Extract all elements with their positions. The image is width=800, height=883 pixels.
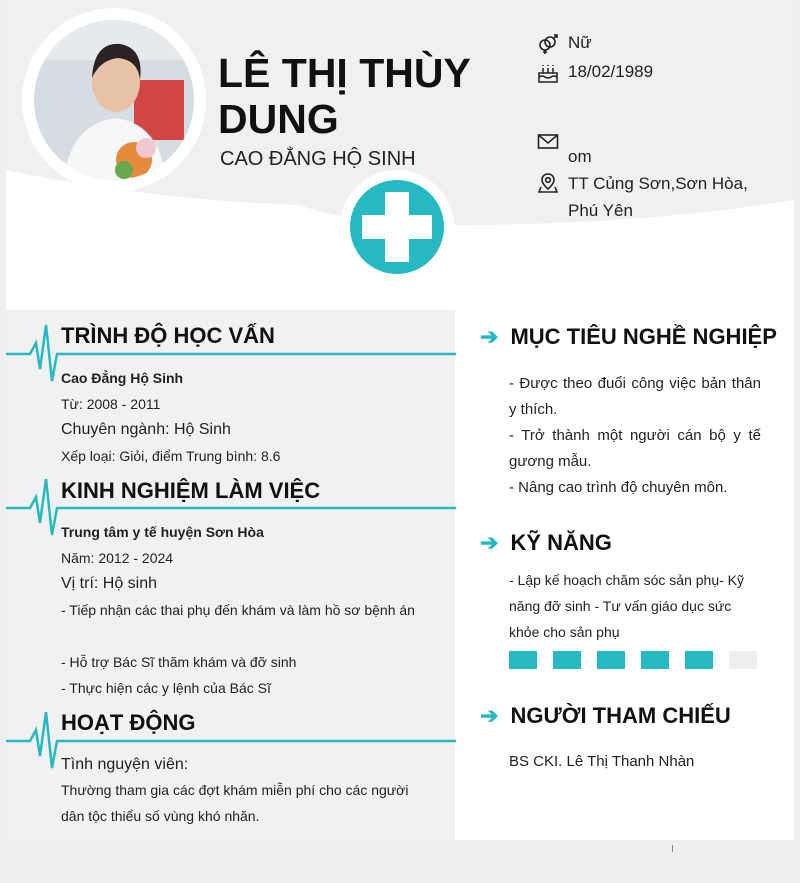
- skill-level-segment: [597, 651, 625, 669]
- experience-position: Vị trí: Hộ sinh: [61, 575, 158, 592]
- experience-company: Trung tâm y tế huyện Sơn Hòa: [61, 524, 264, 540]
- activities-role: Tình nguyện viên:: [61, 756, 189, 773]
- objective-line-3: - Nâng cao trình độ chuyên môn.: [509, 479, 728, 496]
- profile-photo: [34, 20, 194, 180]
- email-row: [537, 133, 568, 155]
- skill-level-segment: [685, 651, 713, 669]
- skill-level-segment: [553, 651, 581, 669]
- birthdate-row: [537, 62, 653, 84]
- location-pin-icon: [537, 172, 559, 194]
- objective-title-row: [480, 324, 777, 350]
- birthdate-value: 18/02/1989: [568, 62, 654, 81]
- skills-description: - Lập kế hoạch chăm sóc sản phụ- Kỹ năng đỡ sinh - Tư vấn giáo dục sức khỏe cho sản phụ: [509, 572, 745, 640]
- address-row: [537, 172, 768, 224]
- education-school: Cao Đẳng Hộ Sinh: [61, 370, 184, 386]
- skills-title: KỸ NĂNG: [510, 530, 612, 555]
- reference-title-row: [480, 703, 731, 729]
- arrow-right-icon: ➔: [480, 324, 499, 349]
- experience-period: Năm: 2012 - 2024: [61, 550, 174, 566]
- gender-value: Nữ: [568, 33, 592, 52]
- address-value: TT Củng Sơn,Sơn Hòa, Phú Yên: [568, 174, 748, 220]
- experience-duty-2: - Hỗ trợ Bác Sĩ thăm khám và đỡ sinh: [61, 654, 297, 670]
- activities-description: Thường tham gia các đợt khám miễn phí cho các người dân tộc thiểu số vùng khó nhăn.: [61, 782, 409, 824]
- experience-title: KINH NGHIỆM LÀM VIỆC: [61, 478, 321, 503]
- medical-cross-icon: [340, 170, 454, 284]
- envelope-icon: [537, 133, 559, 155]
- education-major: Chuyên ngành: Hộ Sinh: [61, 421, 231, 438]
- skills-title-row: [480, 530, 612, 556]
- education-period: Từ: 2008 - 2011: [61, 396, 161, 412]
- candidate-degree: CAO ĐẲNG HỘ SINH: [220, 148, 416, 170]
- education-title: TRÌNH ĐỘ HỌC VẤN: [61, 323, 275, 348]
- page-mark: [672, 845, 673, 852]
- objective-line-1: - Được theo đuổi công việc bản thân y thích.: [509, 375, 761, 418]
- birthday-cake-icon: [537, 62, 559, 84]
- arrow-right-icon: ➔: [480, 703, 499, 728]
- skill-level-segment: [729, 651, 757, 669]
- objective-title: MỤC TIÊU NGHỀ NGHIỆP: [510, 324, 777, 349]
- skill-level-segment: [641, 651, 669, 669]
- gender-icon: [537, 33, 559, 55]
- education-grade: Xếp loại: Giỏi, điểm Trung bình: 8.6: [61, 448, 281, 464]
- experience-duty-1: - Tiếp nhận các thai phụ đến khám và làm hồ sơ bệnh án: [61, 602, 415, 618]
- experience-duty-3: - Thực hiện các y lệnh của Bác Sĩ: [61, 680, 271, 696]
- gender-row: [537, 33, 592, 55]
- email-value[interactable]: om: [568, 147, 592, 166]
- objective-line-2: - Trở thành một người cán bộ y tế gương mẫu.: [509, 427, 761, 470]
- activities-title: HOẠT ĐỘNG: [61, 710, 196, 735]
- candidate-name: LÊ THỊ THÙY DUNG: [218, 50, 471, 142]
- skill-level-segment: [509, 651, 537, 669]
- reference-title: NGƯỜI THAM CHIẾU: [510, 703, 731, 728]
- arrow-right-icon: ➔: [480, 530, 499, 555]
- reference-name: BS CKI. Lê Thị Thanh Nhàn: [509, 753, 695, 770]
